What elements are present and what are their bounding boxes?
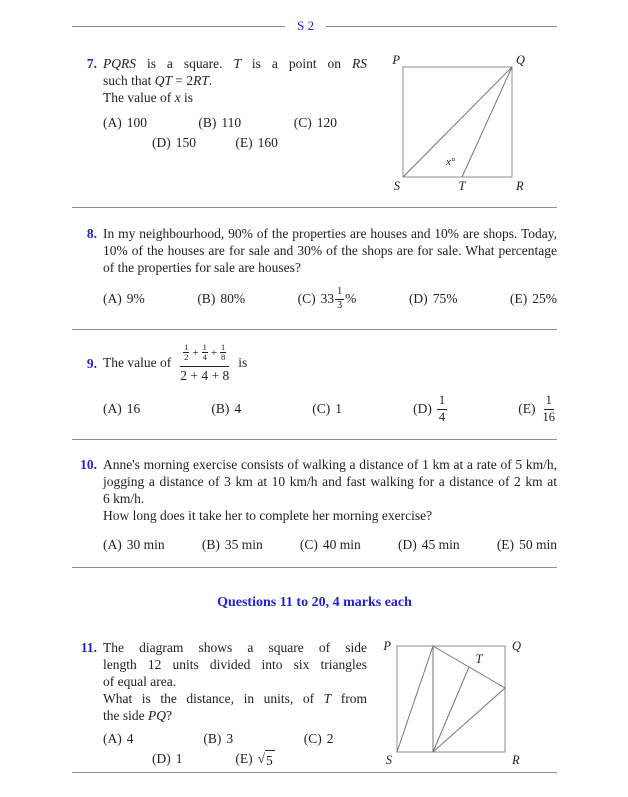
option-value: 120: [316, 115, 337, 130]
option-value: 30 min: [126, 537, 165, 552]
question-10-options-row: [103, 536, 557, 553]
fraction-denominator: 4: [438, 409, 446, 424]
question-9-text-prefix: The value of: [103, 355, 172, 371]
option-a: [103, 536, 165, 553]
divider-rule-4: [72, 567, 557, 568]
small-fraction-denominator: 8: [221, 352, 226, 363]
section-heading: Questions 11 to 20, 4 marks each: [217, 595, 412, 610]
vertex-label-p: P: [392, 53, 400, 67]
option-c: [300, 536, 361, 553]
question-8-text-line: of the properties for sale are houses?: [103, 260, 301, 275]
option-b: [197, 290, 245, 307]
small-fraction: [183, 343, 189, 363]
question-10-text-line: jogging a distance of 3 km at 10 km/h and fast walking for a distance of 2 km at: [103, 474, 557, 489]
angle-label-x: x°: [446, 156, 456, 168]
vertex-label-p: P: [383, 639, 391, 653]
option-label: (A): [103, 731, 122, 746]
small-fraction: [202, 343, 208, 363]
question-11-options-row-2: [103, 749, 367, 769]
fraction-numerator: 1: [437, 393, 447, 409]
option-label: (E): [496, 537, 515, 552]
header-rule-right: [326, 26, 557, 27]
line-s-to-top: [397, 646, 433, 752]
option-c: [304, 730, 334, 747]
question-9-text-suffix: is: [238, 355, 248, 371]
option-value-sqrt: [258, 750, 275, 769]
question-8-number: 8.: [86, 226, 97, 241]
option-d: [413, 393, 447, 424]
option-label: (C): [297, 291, 316, 306]
option-label: (C): [299, 537, 318, 552]
option-fraction: [541, 393, 558, 424]
option-label: (E): [510, 291, 528, 306]
radicand: 5: [265, 750, 275, 769]
option-value: 80%: [220, 291, 246, 306]
question-7-options-row-2: [103, 133, 367, 152]
option-b: [202, 536, 263, 553]
divider-rule-bottom: [72, 772, 557, 773]
question-10-text-line: How long does it take her to complete her morning exercise?: [103, 508, 433, 523]
option-label: (C): [303, 731, 322, 746]
question-10-text-line: 6 km/h.: [103, 491, 145, 506]
fraction-numerator: [180, 343, 229, 367]
option-value-whole: 33: [320, 291, 335, 306]
question-11-text-line: The diagram shows a square of side: [103, 640, 367, 655]
question-7-text-line: such that QT = 2RT.: [103, 73, 213, 88]
option-value: 50 min: [519, 537, 557, 552]
question-10-body: [103, 456, 557, 553]
option-label: (C): [312, 401, 331, 417]
fraction-denominator: 2 + 4 + 8: [180, 367, 230, 383]
question-10: [72, 456, 557, 553]
option-value: 110: [221, 115, 242, 130]
option-value: 16: [126, 401, 141, 417]
option-label: (B): [201, 537, 220, 552]
option-c: [312, 400, 342, 417]
option-label: (B): [203, 731, 222, 746]
option-label: (D): [152, 751, 171, 766]
option-e: [235, 750, 274, 769]
option-label: (D): [408, 291, 428, 306]
question-9: [72, 343, 557, 424]
option-label: (E): [235, 751, 253, 766]
line-tq: [462, 67, 512, 177]
option-b: [198, 114, 290, 131]
question-7-body: [103, 55, 367, 152]
vertex-label-s: S: [385, 753, 392, 767]
option-value: 4: [126, 731, 134, 746]
option-a: [103, 290, 145, 307]
plus-sign: +: [192, 346, 199, 359]
vertex-label-r: R: [512, 753, 520, 767]
option-label: (B): [211, 401, 230, 417]
small-fraction: [220, 343, 226, 363]
point-label-t: T: [475, 652, 483, 666]
option-label: (A): [103, 401, 122, 417]
option-label: (A): [103, 537, 122, 552]
header-rule-left: [72, 26, 285, 27]
option-value: 4: [234, 401, 242, 417]
divider-rule-2: [72, 329, 557, 330]
option-e: [510, 290, 557, 307]
option-b: [211, 400, 241, 417]
option-a: [103, 730, 200, 747]
option-e: [497, 536, 557, 553]
small-fraction-numerator: 1: [202, 342, 207, 352]
option-d: [152, 750, 232, 767]
fraction-denominator: 3: [337, 299, 343, 311]
option-fraction: [335, 286, 344, 311]
question-11-number: 11.: [80, 640, 97, 655]
option-value: 75%: [432, 291, 458, 306]
option-label: (C): [293, 115, 312, 130]
line-bottom-to-t: [433, 667, 469, 752]
option-label: (B): [198, 115, 217, 130]
option-value-suffix: %: [345, 291, 357, 306]
option-value: 100: [126, 115, 147, 130]
option-d: [409, 290, 458, 307]
vertex-label-s: S: [393, 179, 400, 193]
line-sq: [403, 67, 512, 177]
vertex-label-t: T: [458, 179, 466, 193]
divider-rule-3: [72, 439, 557, 440]
question-11-text-line: length 12 units divided into six triangles: [103, 657, 367, 672]
question-8-body: [103, 225, 557, 311]
option-label: (E): [518, 401, 536, 417]
radical-sign: √: [257, 751, 266, 766]
question-7-number: 7.: [86, 56, 97, 71]
question-8: [72, 225, 557, 311]
question-11-options-row-1: [103, 729, 367, 748]
vertex-label-r: R: [516, 179, 524, 193]
option-c: [294, 114, 337, 131]
option-a: [103, 114, 195, 131]
question-8-text-line: In my neighbourhood, 90% of the properties are houses and 10% are shops. Today,: [103, 226, 557, 241]
option-fraction: [437, 393, 447, 424]
question-11-diagram: [375, 634, 530, 774]
option-d: [152, 134, 232, 151]
option-label: (A): [103, 291, 122, 306]
question-7-options-row-1: [103, 113, 367, 132]
fraction-numerator: 1: [544, 393, 554, 409]
question-11-body: [103, 639, 367, 769]
option-c: [298, 286, 357, 311]
fraction-numerator: 1: [335, 286, 344, 300]
option-a: [103, 400, 140, 417]
small-fraction-numerator: 1: [184, 342, 189, 352]
option-value: 3: [226, 731, 234, 746]
option-value: 45 min: [421, 537, 460, 552]
option-label: (A): [103, 115, 122, 130]
question-9-expression-fraction: [178, 343, 231, 383]
option-label: (D): [152, 135, 171, 150]
option-value: 25%: [532, 291, 557, 306]
option-value: 9%: [126, 291, 145, 306]
small-fraction-denominator: 4: [202, 352, 207, 363]
question-10-text-line: Anne's morning exercise consists of walking a distance of 1 km at a rate of 5 km/h,: [103, 457, 557, 472]
question-7-text-line: PQRS is a square. T is a point on RS: [103, 56, 368, 71]
question-7-text-line: The value of x is: [103, 90, 193, 105]
question-10-number: 10.: [80, 457, 97, 472]
question-11-text-line: the side PQ?: [103, 708, 172, 723]
option-label: (D): [413, 401, 432, 417]
option-value: 40 min: [322, 537, 361, 552]
option-value: 2: [326, 731, 334, 746]
question-11-text-line: What is the distance, in units, of T from: [103, 691, 367, 706]
option-label: (E): [235, 135, 253, 150]
question-9-number: 9.: [86, 355, 97, 371]
page-title: S 2: [297, 18, 315, 33]
option-e: [518, 393, 557, 424]
page-header: [72, 18, 557, 34]
option-value: 35 min: [224, 537, 263, 552]
vertex-label-q: Q: [516, 53, 526, 67]
option-label: (D): [397, 537, 417, 552]
question-8-text-line: 10% of the houses are for sale and 30% of the shops are for sale. What percentage: [103, 243, 557, 258]
question-8-options-row: [103, 286, 557, 311]
line-bottom-to-right: [433, 688, 505, 752]
option-value: 160: [257, 135, 278, 150]
option-label: (B): [197, 291, 216, 306]
question-9-options-row: [103, 393, 557, 424]
fraction-denominator: 16: [542, 409, 555, 424]
small-fraction-denominator: 2: [184, 352, 189, 363]
option-value: 1: [175, 751, 183, 766]
divider-rule-1: [72, 207, 557, 208]
option-b: [203, 730, 300, 747]
option-value: 1: [335, 401, 342, 417]
plus-sign: +: [210, 346, 218, 359]
option-e: [235, 134, 278, 151]
question-7-diagram: [380, 48, 532, 198]
question-9-body: [103, 383, 557, 424]
small-fraction-numerator: 1: [221, 342, 226, 352]
question-11-text-line: of equal area.: [103, 674, 177, 689]
vertex-label-q: Q: [512, 639, 522, 653]
option-d: [398, 536, 460, 553]
option-value: 150: [175, 135, 196, 150]
